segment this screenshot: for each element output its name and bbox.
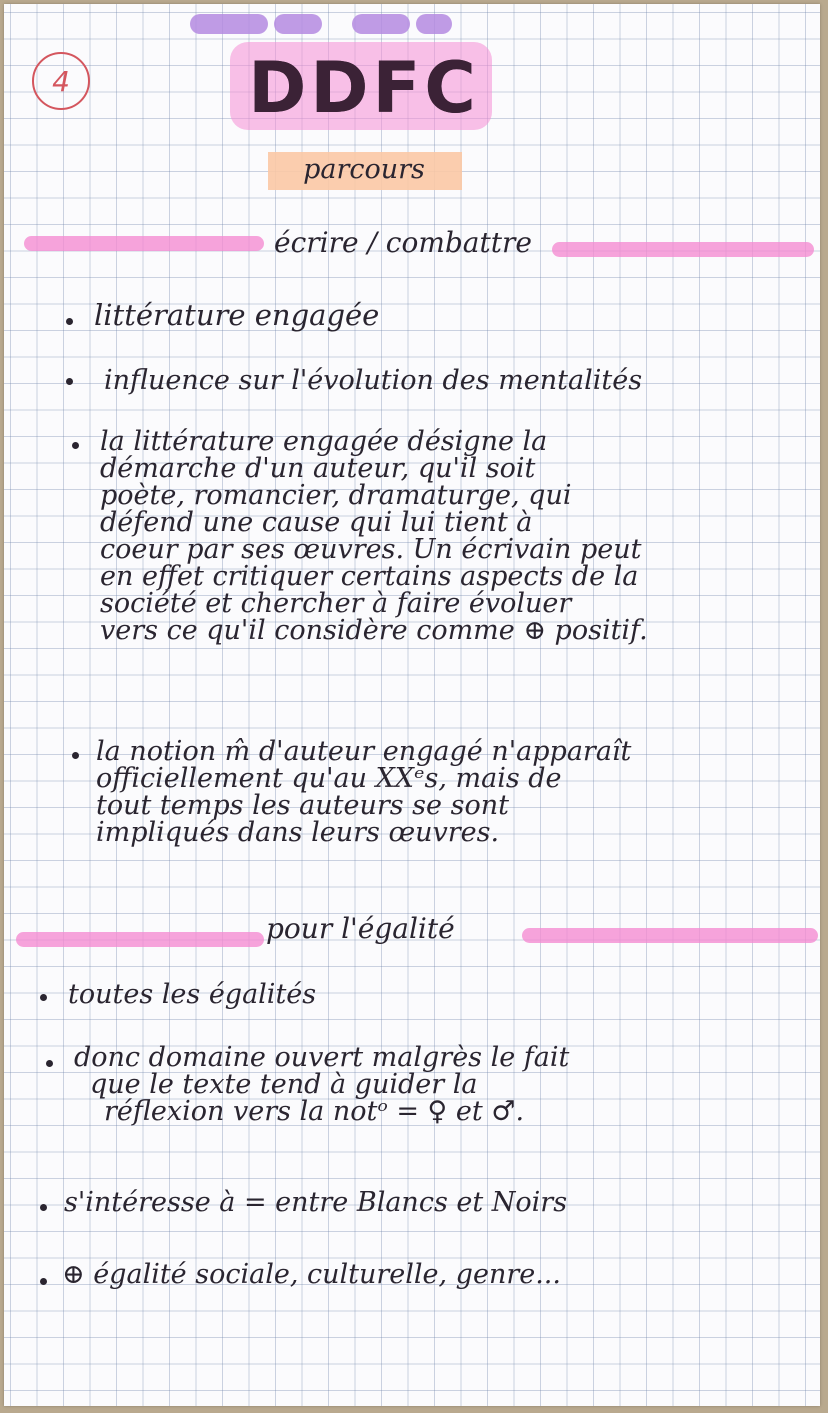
section-highlight-left: [24, 236, 264, 251]
bullet: [72, 752, 79, 759]
paragraph-line: société et chercher à faire évoluer: [100, 588, 572, 619]
bullet: [66, 318, 73, 325]
paragraph-line: donc domaine ouvert malgrès le fait: [74, 1042, 570, 1073]
bullet-text: s'intéresse à = entre Blancs et Noirs: [64, 1187, 568, 1218]
bullet-text: littérature engagée: [94, 298, 380, 332]
bullet-text: ⊕ égalité sociale, culturelle, genre...: [62, 1259, 561, 1290]
paragraph-line: que le texte tend à guider la: [90, 1069, 478, 1100]
paragraph: [100, 428, 816, 644]
bullet: [40, 994, 47, 1001]
paragraph-line: réflexion vers la notᵒ = ♀ et ♂.: [104, 1096, 525, 1127]
bullet: [46, 1060, 53, 1067]
highlight-mark: [352, 14, 410, 34]
section-highlight-left: [16, 932, 264, 947]
section-heading: écrire / combattre: [274, 226, 532, 259]
section-heading: pour l'égalité: [266, 912, 455, 945]
bullet: [72, 442, 79, 449]
paragraph-line: vers ce qu'il considère comme ⊕ positif.: [100, 615, 648, 646]
section-highlight-right: [522, 928, 818, 943]
paragraph-line: tout temps les auteurs se sont: [96, 790, 509, 821]
paragraph-line: défend une cause qui lui tient à: [100, 507, 533, 538]
paragraph: [74, 1044, 794, 1125]
section-highlight-right: [552, 242, 814, 257]
paragraph: [96, 738, 816, 846]
highlight-mark: [190, 14, 268, 34]
paragraph-line: démarche d'un auteur, qu'il soit: [100, 453, 536, 484]
notebook-page: [4, 4, 820, 1406]
bullet: [66, 378, 73, 385]
subtitle: parcours: [303, 154, 425, 185]
highlight-mark: [416, 14, 452, 34]
paragraph-line: poète, romancier, dramaturge, qui: [100, 480, 572, 511]
paragraph-line: la littérature engagée désigne la: [100, 426, 548, 457]
bullet: [40, 1278, 47, 1285]
paragraph-line: en effet critiquer certains aspects de la: [100, 561, 639, 592]
bullet-text: toutes les égalités: [68, 979, 317, 1010]
page-number: 4: [32, 52, 90, 110]
bullet: [40, 1204, 47, 1211]
page-title: DDFC: [248, 47, 480, 129]
paragraph-line: impliqués dans leurs œuvres.: [96, 817, 500, 848]
paragraph-line: officiellement qu'au XXᵉs, mais de: [96, 763, 562, 794]
paragraph-line: la notion m̂ d'auteur engagé n'apparaît: [96, 736, 632, 767]
highlight-mark: [274, 14, 322, 34]
bullet-text: influence sur l'évolution des mentalités: [104, 365, 643, 396]
paragraph-line: coeur par ses œuvres. Un écrivain peut: [100, 534, 642, 565]
